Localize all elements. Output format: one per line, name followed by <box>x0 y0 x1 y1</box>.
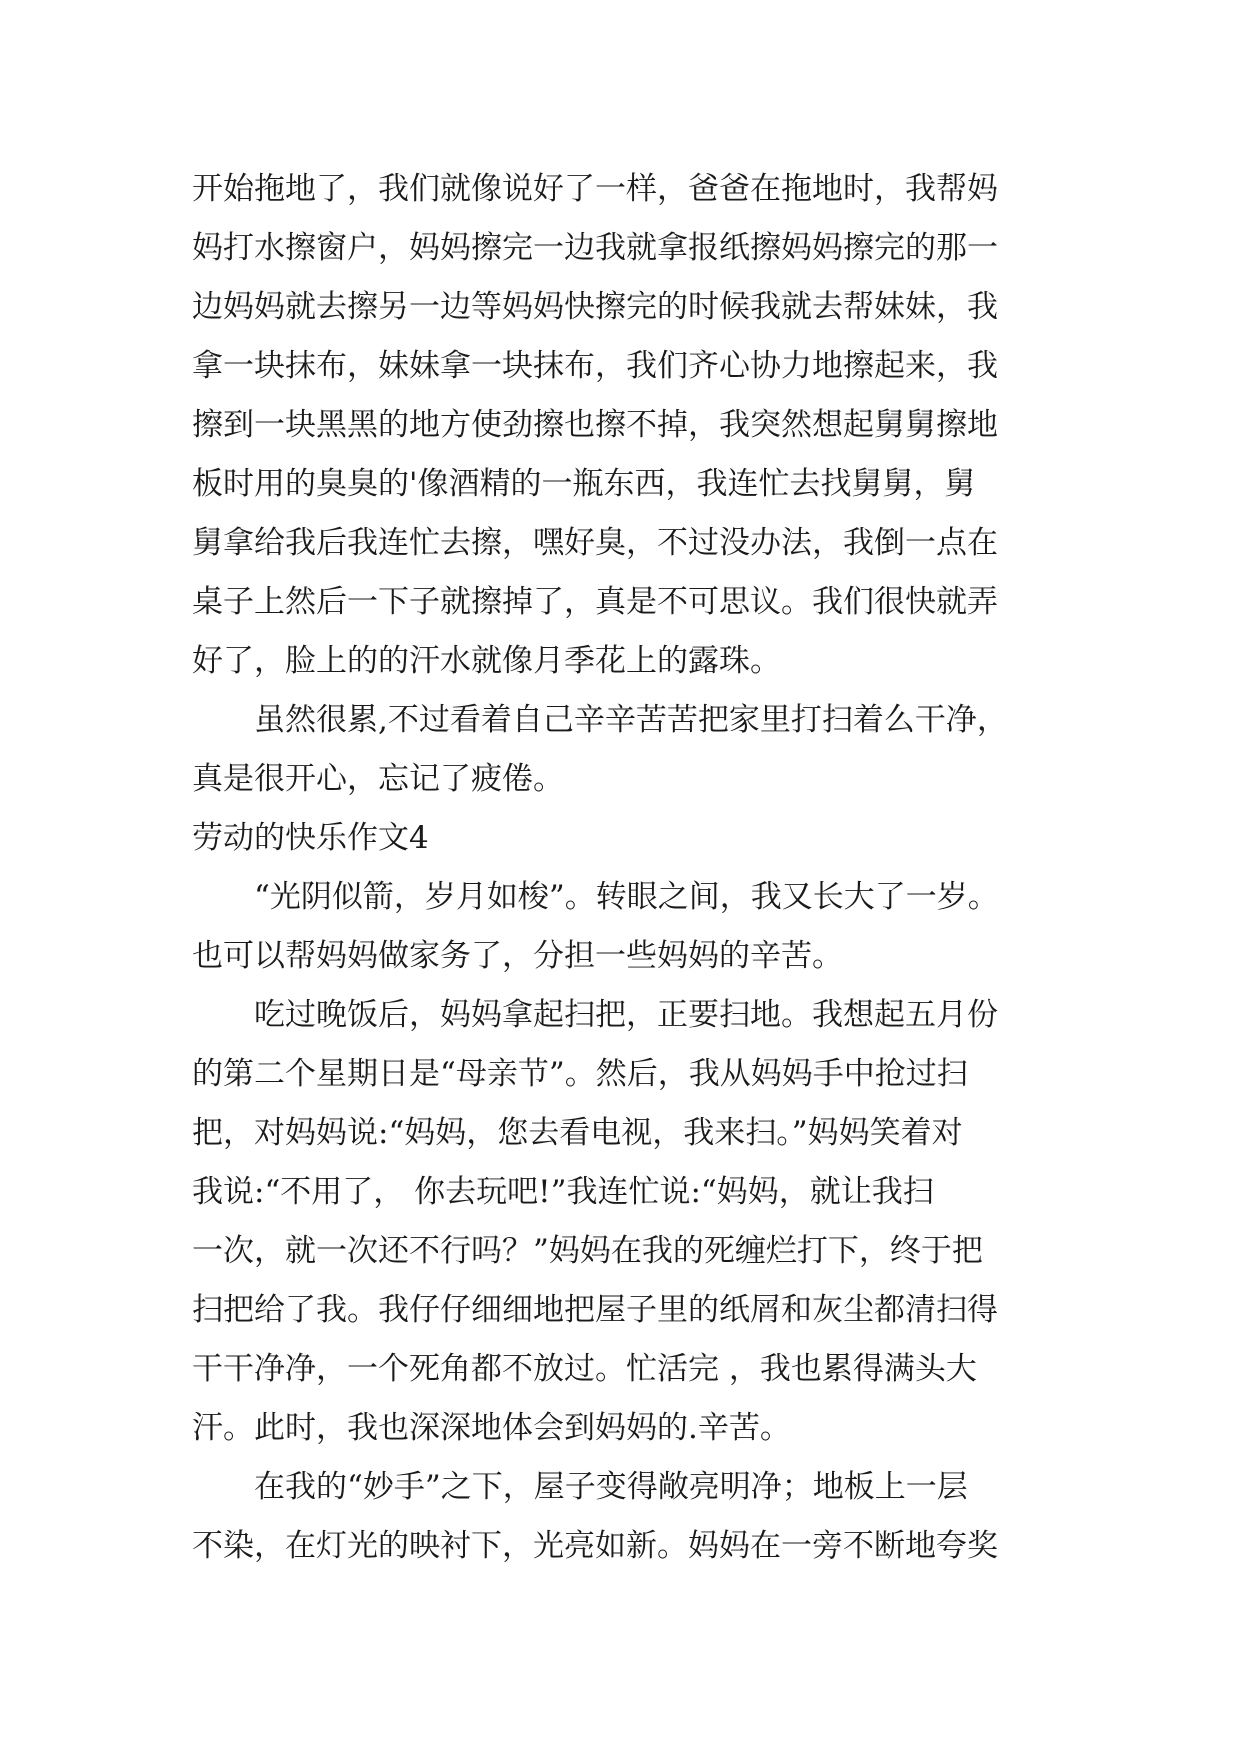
text-line: 也可以帮妈妈做家务了，分担一些妈妈的辛苦。 <box>192 938 843 974</box>
text-line: 一次，就一次还不行吗？”妈妈在我的死缠烂打下，终于把 <box>192 1233 983 1269</box>
paragraph-first-line: 虽然很累,不过看着自己辛辛苦苦把家里打扫着么干净， <box>254 702 1008 738</box>
document-body <box>192 160 1062 1576</box>
text-line: 好了，脸上的的汗水就像月季花上的露珠。 <box>192 643 781 679</box>
section-heading: 劳动的快乐作文4 <box>192 820 429 856</box>
text-line: 妈打水擦窗户，妈妈擦完一边我就拿报纸擦妈妈擦完的那一 <box>192 230 998 266</box>
text-line: 舅拿给我后我连忙去擦，嘿好臭，不过没办法，我倒一点在 <box>192 525 998 561</box>
text-line: 拿一块抹布，妹妹拿一块抹布，我们齐心协力地擦起来，我 <box>192 348 998 384</box>
paragraph-first-line: 吃过晚饭后，妈妈拿起扫把，正要扫地。我想起五月份 <box>254 997 998 1033</box>
text-line: 擦到一块黑黑的地方使劲擦也擦不掉，我突然想起舅舅擦地 <box>192 407 998 443</box>
paragraph-first-line: 在我的“妙手”之下，屋子变得敞亮明净；地板上一层 <box>254 1469 968 1505</box>
text-line: 边妈妈就去擦另一边等妈妈快擦完的时候我就去帮妹妹，我 <box>192 289 998 325</box>
text-line: 把，对妈妈说:“妈妈，您去看电视，我来扫。”妈妈笑着对 <box>192 1115 963 1151</box>
text-line: 桌子上然后一下子就擦掉了，真是不可思议。我们很快就弄 <box>192 584 998 620</box>
text-line: 不染，在灯光的映衬下，光亮如新。妈妈在一旁不断地夸奖 <box>192 1528 998 1564</box>
text-line: 汗。此时，我也深深地体会到妈妈的.辛苦。 <box>192 1410 791 1446</box>
text-line: 的第二个星期日是“母亲节”。然后，我从妈妈手中抢过扫 <box>192 1056 968 1092</box>
text-line: 我说:“不用了， 你去玩吧!”我连忙说:“妈妈，就让我扫 <box>192 1174 934 1210</box>
paragraph-first-line: “光阴似箭，岁月如梭”。转眼之间，我又长大了一岁。 <box>254 879 999 915</box>
text-line: 真是很开心，忘记了疲倦。 <box>192 761 564 797</box>
text-line: 板时用的臭臭的'像酒精的一瓶东西，我连忙去找舅舅，舅 <box>192 466 976 502</box>
text-line: 干干净净，一个死角都不放过。忙活完 ，我也累得满头大 <box>192 1351 977 1387</box>
text-line: 开始拖地了，我们就像说好了一样，爸爸在拖地时，我帮妈 <box>192 171 998 207</box>
text-line: 扫把给了我。我仔仔细细地把屋子里的纸屑和灰尘都清扫得 <box>192 1292 998 1328</box>
